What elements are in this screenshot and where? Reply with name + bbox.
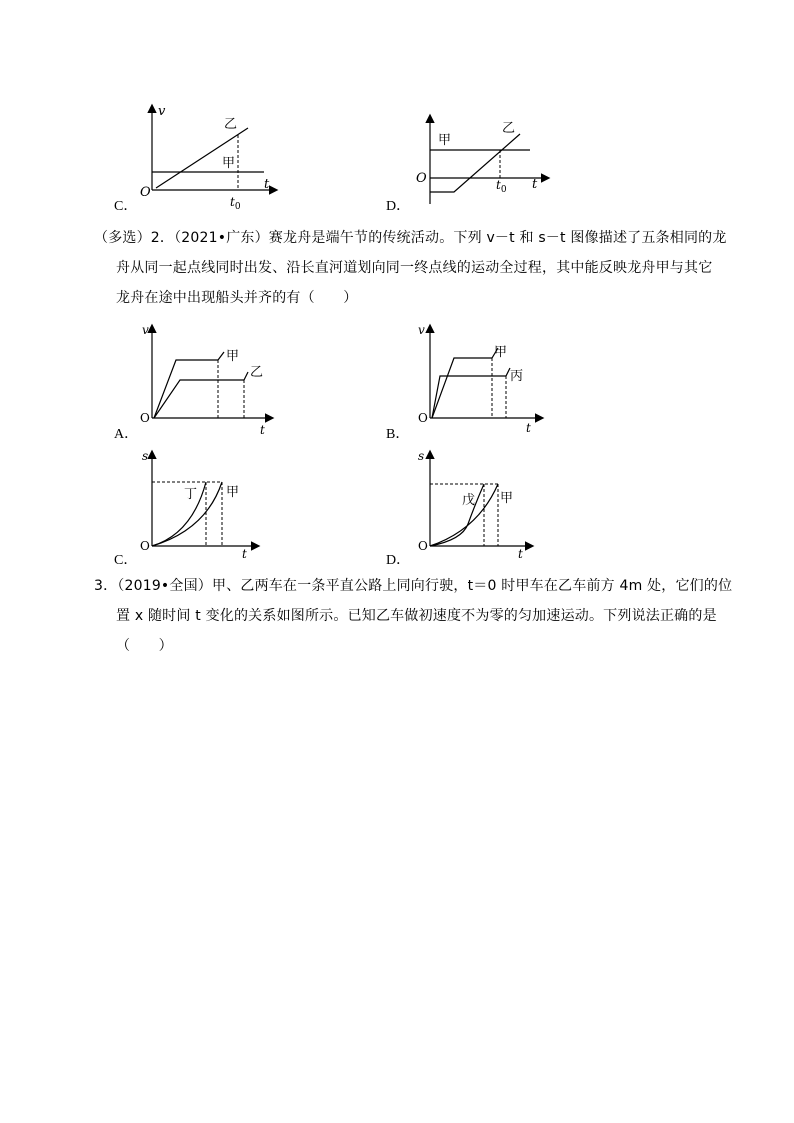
q2-option-b-graph bbox=[414, 320, 554, 440]
svg-text:甲: 甲 bbox=[500, 491, 514, 506]
svg-text:甲: 甲 bbox=[494, 345, 508, 360]
svg-text:丙: 丙 bbox=[510, 369, 524, 384]
question-2-line-2: 舟从同一起点线同时出发、沿长直河道划向同一终点线的运动全过程，其中能反映龙舟甲与其它 bbox=[116, 260, 713, 276]
question-3-line-2: 置 x 随时间 t 变化的关系如图所示。已知乙车做初速度不为零的匀加速运动。下列说法正确的是 bbox=[116, 608, 717, 624]
question-2-line-1: （多选）2．（2021•广东）赛龙舟是端午节的传统活动。下列 v－t 和 s－t 图像描述了五条相同的龙 bbox=[94, 230, 727, 246]
q2-option-c-letter: C． bbox=[114, 553, 138, 568]
line-jia-label: 甲 bbox=[438, 133, 452, 148]
svg-text:t: t bbox=[260, 423, 265, 437]
line-yi-label: 乙 bbox=[224, 117, 238, 132]
svg-text:甲: 甲 bbox=[226, 349, 240, 364]
question-2-line-3: 龙舟在途中出现船头并齐的有（ ） bbox=[116, 290, 358, 306]
t-label: t bbox=[532, 177, 538, 192]
t0-label: $t_0$ bbox=[496, 178, 507, 195]
svg-text:t: t bbox=[518, 547, 523, 560]
svg-text:戊: 戊 bbox=[462, 493, 476, 508]
question-3-line-1: 3．（2019•全国）甲、乙两车在一条平直公路上同向行驶，t＝0 时甲车在乙车前方 4m 处，它们的位 bbox=[94, 578, 733, 594]
svg-text:s: s bbox=[418, 449, 425, 463]
q2-option-b-letter: B． bbox=[386, 427, 410, 442]
svg-text:O: O bbox=[140, 539, 150, 553]
question-3 bbox=[96, 571, 732, 661]
svg-text:甲: 甲 bbox=[226, 485, 240, 500]
curve-wu bbox=[430, 484, 484, 546]
svg-text:t: t bbox=[242, 547, 247, 560]
t0-label: $t_0$ bbox=[230, 195, 241, 210]
origin-label: O bbox=[140, 185, 151, 200]
v-label: v bbox=[158, 104, 166, 119]
svg-text:O: O bbox=[418, 539, 428, 553]
line-yi-label: 乙 bbox=[502, 121, 516, 136]
question-2 bbox=[96, 223, 727, 313]
curve-yi bbox=[154, 372, 248, 418]
prev-option-d-graph bbox=[414, 112, 554, 212]
q2-option-c-graph bbox=[136, 446, 286, 560]
curve-jia bbox=[432, 348, 498, 418]
q2-option-a-letter: A． bbox=[114, 427, 139, 442]
curve-ding bbox=[152, 482, 206, 546]
svg-text:v: v bbox=[142, 323, 149, 337]
line-jia-label: 甲 bbox=[222, 156, 236, 171]
prev-option-c-letter: C． bbox=[114, 199, 138, 214]
question-3-line-3: （ ） bbox=[116, 638, 173, 654]
svg-text:丁: 丁 bbox=[184, 487, 198, 502]
q2-option-d-letter: D． bbox=[386, 553, 411, 568]
prev-option-d-letter: D． bbox=[386, 199, 411, 214]
svg-text:t: t bbox=[526, 421, 531, 435]
q2-option-a-graph bbox=[136, 320, 286, 440]
curve-jia bbox=[154, 352, 224, 418]
svg-text:s: s bbox=[142, 449, 149, 463]
q2-option-d-graph bbox=[414, 446, 554, 560]
curve-bing bbox=[432, 368, 510, 418]
prev-option-c-graph bbox=[136, 100, 286, 210]
svg-text:乙: 乙 bbox=[250, 365, 264, 380]
svg-text:O: O bbox=[140, 411, 150, 425]
svg-text:v: v bbox=[418, 323, 425, 337]
origin-label: O bbox=[416, 171, 427, 186]
svg-text:O: O bbox=[418, 411, 428, 425]
t-label: t bbox=[264, 177, 270, 192]
